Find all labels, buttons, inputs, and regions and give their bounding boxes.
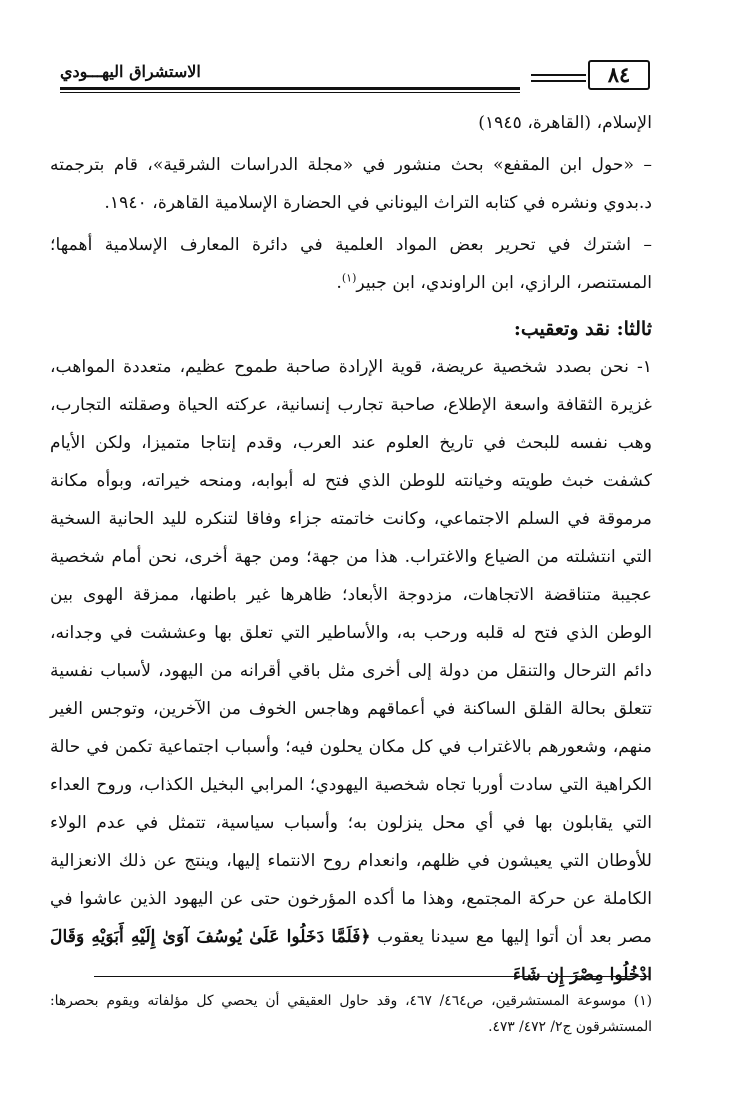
paragraph-text: – اشترك في تحرير بعض المواد العلمية في دائرة المعارف الإسلامية أهمها؛ المستنصر، الرازي، ابن الراوندي، ابن جبير	[50, 235, 652, 293]
body-text	[50, 104, 652, 994]
paragraph: – «حول ابن المقفع» بحث منشور في «مجلة الدراسات الشرقية»، قام بترجمته د.بدوي ونشره في كتابه التراث اليوناني في الحضارة الإسلامية القاهرة، ١٩٤٠.	[50, 155, 652, 213]
book-title: الاستشراق اليهـــودي	[60, 62, 201, 81]
page-header	[60, 56, 650, 90]
paragraph	[50, 348, 652, 994]
footnote-rule	[94, 976, 650, 977]
section-heading: ثالثا: نقد وتعقيب:	[513, 318, 652, 340]
paragraph	[50, 226, 652, 302]
footnote-marker: (١)	[341, 271, 357, 285]
quran-verse: ﴿فَلَمَّا دَخَلُوا عَلَىٰ يُوسُفَ آوَىٰ إِلَيْهِ أَبَوَيْهِ وَقَالَ ادْخُلُوا مِصْرَ إِن شَاءَ	[50, 927, 652, 985]
paragraph-text: ١- نحن بصدد شخصية عريضة، قوية الإرادة صاحبة طموح عظيم، متعددة المواهب، غزيرة الثقافة واسعة الإطلاع، صاحبة تجارب إنسانية، عركته الحياة وصقلته التجارب، وهب نفسه للبحث في تاريخ العلوم عند العرب، وقدم إنتاجا متميزا، ولكن الأيام كشفت خبث طويته وخيانته للوطن الذي فتح له أبوابه، ومنحه خيراته، وبوأه مكانة مرموقة في السلم الاجتماعي، وكانت خاتمته جزاء وفاقا لتنكره لليد الحانية السخية التي انتشلته من الضياع والاغتراب. هذا من جهة؛ ومن جهة أخرى، نحن أمام شخصية عجيبة متناقضة الاتجاهات، مزدوجة الأبعاد؛ ظاهرها غير باطنها، ممزقة الهوى بين الوطن الذي فتح له قلبه ورحب به، والأساطير التي تعلق بها وعششت في وجدانه، دائم الترحال والتنقل من دولة إلى أخرى مثل باقي أقرانه من اليهود، لأسباب نفسية تتعلق بحالة القلق الساكنة في أعماقهم وهاجس الخوف من الآخرين، وتوجس الغير منهم، وشعورهم بالاغتراب في كل مكان يحلون فيه؛ وأسباب اجتماعية تكمن في حالة الكراهية التي سادت أوربا تجاه شخصية اليهودي؛ المرابي البخيل الكذاب، وروح العداء التي يقابلون بها في أي محل ينزلون به؛ وأسباب سياسية، تتمثل في عدم الولاء للأوطان التي يعيشون في ظلهم، وانعدام روح الانتماء إليها، وينتج عن ذلك الانعزالية الكاملة عن حركة المجتمع، وهذا ما أكده المؤرخون حتى عن اليهود الذين عاشوا في مصر بعد أن أتوا إليها مع سيدنا يعقوب	[50, 357, 652, 947]
header-rule	[531, 74, 586, 76]
page-number: ٨٤	[588, 60, 650, 90]
paragraph: الإسلام، (القاهرة، ١٩٤٥)	[478, 113, 652, 133]
header-underline	[60, 87, 520, 90]
header-rule	[531, 80, 586, 82]
header-underline	[60, 92, 520, 93]
footnote: (١) موسوعة المستشرقين، ص٤٦٤/ ٤٦٧، وقد حاول العقيقي أن يحصي كل مؤلفاته ويقوم بحصرها: المستشرقون ج٢/ ٤٧٢/ ٤٧٣.	[50, 993, 652, 1035]
paragraph-end: .	[336, 273, 342, 293]
